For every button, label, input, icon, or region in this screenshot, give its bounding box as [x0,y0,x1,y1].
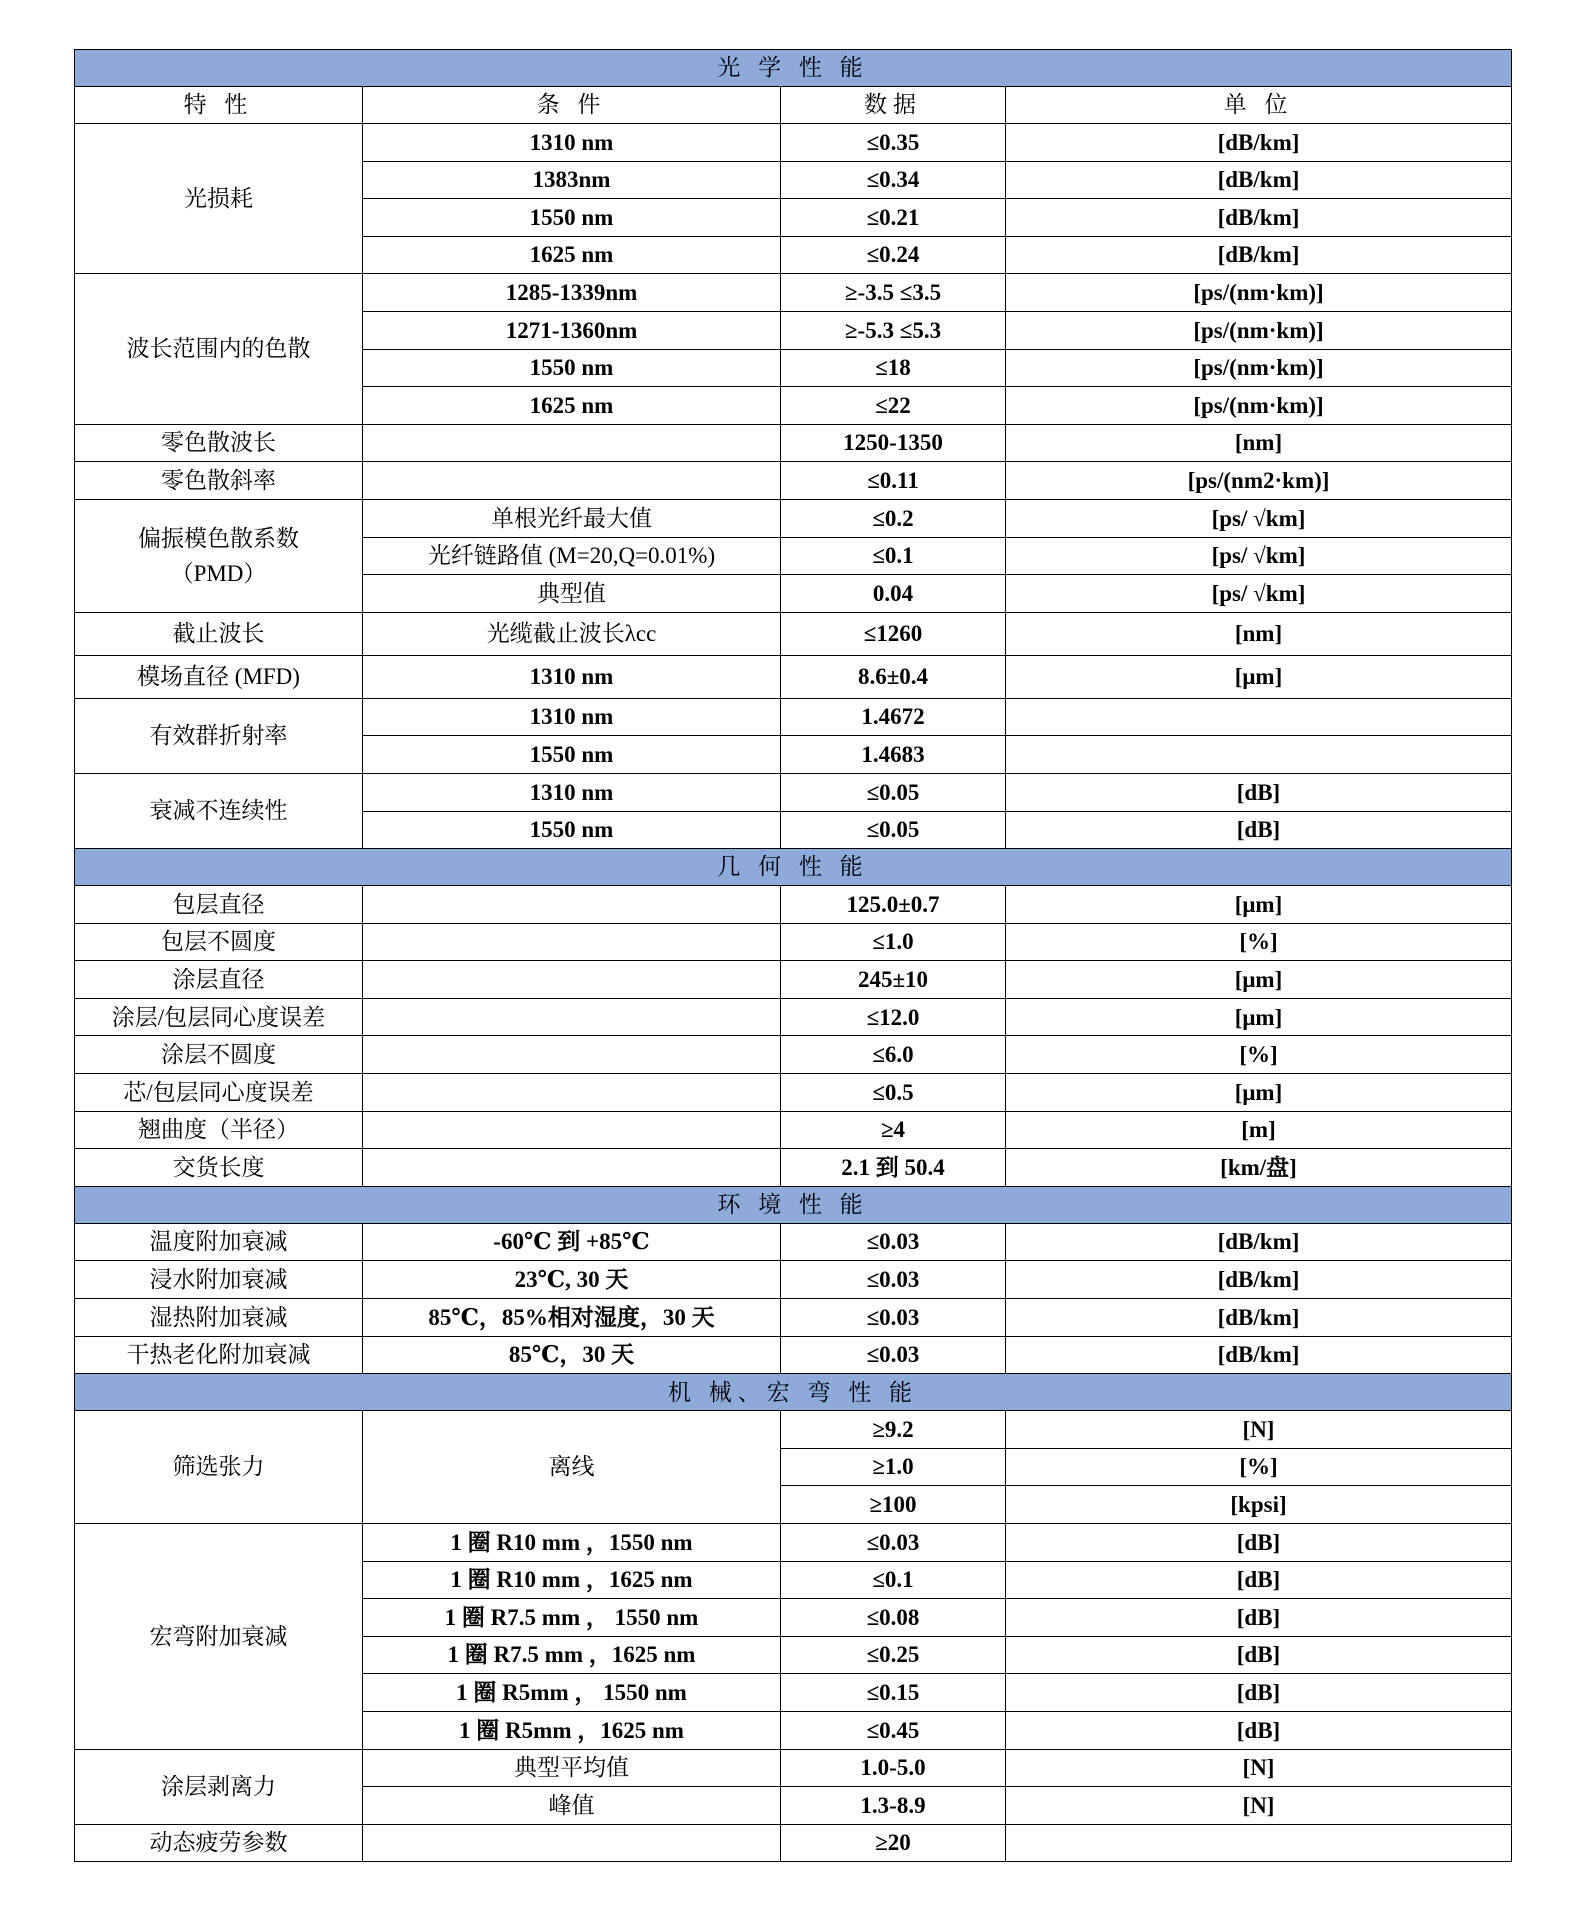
unit-cell: [dB/km] [1006,1299,1512,1337]
value-cell: ≥1.0 [781,1448,1006,1486]
condition-cell: 1310 nm [363,124,781,162]
property-name: 涂层不圆度 [75,1036,363,1074]
unit-cell: [dB/km] [1006,161,1512,199]
property-name: 零色散斜率 [75,462,363,500]
condition-cell: 1 圈 R10 mm ，1550 nm [363,1524,781,1562]
value-cell: ≥20 [781,1824,1006,1862]
value-cell: ≤1.0 [781,923,1006,961]
value-cell: ≤0.34 [781,161,1006,199]
unit-cell: [nm] [1006,612,1512,655]
section-title: 环 境 性 能 [75,1186,1512,1223]
column-header-row [75,87,1512,124]
condition-cell: 1625 nm [363,236,781,274]
condition-cell: 1 圈 R5mm ，1625 nm [363,1711,781,1749]
value-cell: 2.1 到 50.4 [781,1149,1006,1187]
value-cell: ≤0.25 [781,1636,1006,1674]
value-cell: ≥100 [781,1486,1006,1524]
table-row [75,961,1512,999]
unit-cell: [%] [1006,923,1512,961]
condition-cell: 1550 nm [363,349,781,387]
property-name: 包层直径 [75,886,363,924]
property-name: 湿热附加衰减 [75,1299,363,1337]
value-cell: ≥9.2 [781,1411,1006,1449]
value-cell: ≤0.24 [781,236,1006,274]
value-cell: ≤0.21 [781,199,1006,237]
table-row [75,124,1512,162]
property-name: 芯/包层同心度误差 [75,1074,363,1112]
value-cell: ≤0.05 [781,773,1006,811]
unit-cell: [dB/km] [1006,1261,1512,1299]
value-cell: ≤0.03 [781,1223,1006,1261]
condition-cell: 1550 nm [363,736,781,774]
table-row [75,1149,1512,1187]
unit-cell: [dB/km] [1006,1223,1512,1261]
value-cell: 8.6±0.4 [781,655,1006,698]
condition-cell [363,923,781,961]
value-cell: ≤0.03 [781,1336,1006,1374]
condition-cell [363,998,781,1036]
property-name: 波长范围内的色散 [75,274,363,424]
unit-cell: [dB] [1006,1636,1512,1674]
value-cell: 1.4683 [781,736,1006,774]
table-row [75,499,1512,537]
condition-cell: 1625 nm [363,387,781,425]
property-name: 零色散波长 [75,424,363,462]
unit-cell: [μm] [1006,961,1512,999]
table-row [75,923,1512,961]
table-row [75,462,1512,500]
unit-cell: [N] [1006,1411,1512,1449]
unit-cell: [dB] [1006,811,1512,849]
value-cell: ≤0.03 [781,1261,1006,1299]
condition-cell: 85℃，30 天 [363,1336,781,1374]
value-cell: ≤22 [781,387,1006,425]
unit-cell [1006,1824,1512,1862]
unit-cell: [dB] [1006,1561,1512,1599]
property-name: 翘曲度（半径） [75,1111,363,1149]
property-name: 温度附加衰减 [75,1223,363,1261]
unit-cell: [N] [1006,1749,1512,1787]
unit-cell: [km/盘] [1006,1149,1512,1187]
value-cell: 245±10 [781,961,1006,999]
unit-cell: [μm] [1006,1074,1512,1112]
property-name: 包层不圆度 [75,923,363,961]
table-row [75,1749,1512,1787]
value-cell: ≤0.03 [781,1299,1006,1337]
condition-cell: 离线 [363,1411,781,1524]
unit-cell: [dB/km] [1006,1336,1512,1374]
value-cell: ≥-5.3 ≤5.3 [781,311,1006,349]
section-title: 机 械、宏 弯 性 能 [75,1374,1512,1411]
condition-cell [363,1149,781,1187]
section-title: 光 学 性 能 [75,50,1512,87]
unit-cell: [μm] [1006,886,1512,924]
condition-cell: 1 圈 R5mm ， 1550 nm [363,1674,781,1712]
value-cell: ≤0.5 [781,1074,1006,1112]
unit-cell: [dB/km] [1006,124,1512,162]
condition-cell [363,1111,781,1149]
table-row [75,1299,1512,1337]
value-cell: ≤0.35 [781,124,1006,162]
table-row [75,1336,1512,1374]
fiber-spec-table [74,49,1512,1862]
condition-cell: 1 圈 R7.5 mm ， 1550 nm [363,1599,781,1637]
unit-cell: [ps/(nm·km)] [1006,274,1512,312]
value-cell: 125.0±0.7 [781,886,1006,924]
condition-cell: 1285-1339nm [363,274,781,312]
value-cell: ≤0.03 [781,1524,1006,1562]
unit-cell: [N] [1006,1787,1512,1825]
table-row [75,1824,1512,1862]
condition-cell: 1310 nm [363,698,781,736]
condition-cell: 1310 nm [363,655,781,698]
condition-cell [363,424,781,462]
property-name-line: 偏振模色散系数 [138,525,299,551]
value-cell: ≥4 [781,1111,1006,1149]
table-row [75,698,1512,736]
value-cell: ≤0.45 [781,1711,1006,1749]
table-row [75,1223,1512,1261]
unit-cell: [ps/ √km] [1006,575,1512,613]
table-row [75,886,1512,924]
property-name: 筛选张力 [75,1411,363,1524]
column-header-unit: 单 位 [1006,87,1512,124]
property-name: 涂层/包层同心度误差 [75,998,363,1036]
property-name [75,499,363,612]
property-name: 有效群折射率 [75,698,363,773]
value-cell: ≤1260 [781,612,1006,655]
unit-cell [1006,698,1512,736]
condition-cell: 1310 nm [363,773,781,811]
section-header-mechanical [75,1374,1512,1411]
property-name: 截止波长 [75,612,363,655]
section-title: 几 何 性 能 [75,849,1512,886]
condition-cell: 85℃，85%相对湿度，30 天 [363,1299,781,1337]
condition-cell: 1271-1360nm [363,311,781,349]
value-cell: ≤18 [781,349,1006,387]
condition-cell [363,1074,781,1112]
value-cell: ≤0.15 [781,1674,1006,1712]
value-cell: ≤0.11 [781,462,1006,500]
value-cell: 1250-1350 [781,424,1006,462]
unit-cell: [ps/(nm·km)] [1006,387,1512,425]
condition-cell: 典型平均值 [363,1749,781,1787]
section-header-optical [75,50,1512,87]
unit-cell: [ps/(nm·km)] [1006,349,1512,387]
condition-cell: -60℃ 到 +85℃ [363,1223,781,1261]
table-row [75,1261,1512,1299]
section-header-environmental [75,1186,1512,1223]
value-cell: ≤0.1 [781,1561,1006,1599]
unit-cell: [dB] [1006,1599,1512,1637]
table-row [75,998,1512,1036]
condition-cell: 1383nm [363,161,781,199]
value-cell: ≥-3.5 ≤3.5 [781,274,1006,312]
property-name: 浸水附加衰减 [75,1261,363,1299]
condition-cell: 1550 nm [363,811,781,849]
condition-cell: 光纤链路值 (M=20,Q=0.01%) [363,537,781,575]
unit-cell: [dB/km] [1006,199,1512,237]
unit-cell: [dB] [1006,1674,1512,1712]
condition-cell: 光缆截止波长λcc [363,612,781,655]
unit-cell: [dB/km] [1006,236,1512,274]
unit-cell: [%] [1006,1448,1512,1486]
unit-cell: [dB] [1006,1524,1512,1562]
condition-cell [363,961,781,999]
property-name: 干热老化附加衰减 [75,1336,363,1374]
unit-cell: [m] [1006,1111,1512,1149]
unit-cell: [dB] [1006,1711,1512,1749]
value-cell: 1.4672 [781,698,1006,736]
condition-cell: 1550 nm [363,199,781,237]
unit-cell [1006,736,1512,774]
condition-cell: 1 圈 R7.5 mm ，1625 nm [363,1636,781,1674]
section-header-geometric [75,849,1512,886]
table-row [75,1036,1512,1074]
condition-cell [363,1036,781,1074]
value-cell: ≤12.0 [781,998,1006,1036]
condition-cell: 典型值 [363,575,781,613]
table-row [75,274,1512,312]
condition-cell [363,886,781,924]
condition-cell: 23℃, 30 天 [363,1261,781,1299]
table-row [75,424,1512,462]
unit-cell: [ps/ √km] [1006,499,1512,537]
value-cell: ≤0.08 [781,1599,1006,1637]
property-name: 模场直径 (MFD) [75,655,363,698]
property-name: 交货长度 [75,1149,363,1187]
property-name: 宏弯附加衰减 [75,1524,363,1750]
condition-cell: 单根光纤最大值 [363,499,781,537]
table-row [75,655,1512,698]
table-row [75,773,1512,811]
property-name: 动态疲劳参数 [75,1824,363,1862]
unit-cell: [ps/(nm2·km)] [1006,462,1512,500]
value-cell: 0.04 [781,575,1006,613]
value-cell: ≤0.05 [781,811,1006,849]
property-name: 涂层剥离力 [75,1749,363,1824]
unit-cell: [nm] [1006,424,1512,462]
unit-cell: [μm] [1006,998,1512,1036]
unit-cell: [kpsi] [1006,1486,1512,1524]
condition-cell: 峰值 [363,1787,781,1825]
table-row [75,1074,1512,1112]
property-name-line: （PMD） [170,560,267,586]
condition-cell: 1 圈 R10 mm ，1625 nm [363,1561,781,1599]
column-header-property: 特 性 [75,87,363,124]
condition-cell [363,1824,781,1862]
value-cell: ≤6.0 [781,1036,1006,1074]
condition-cell [363,462,781,500]
unit-cell: [ps/(nm·km)] [1006,311,1512,349]
table-row [75,1411,1512,1449]
table-row [75,612,1512,655]
property-name: 光损耗 [75,124,363,274]
property-name: 衰减不连续性 [75,773,363,848]
unit-cell: [ps/ √km] [1006,537,1512,575]
table-row [75,1524,1512,1562]
unit-cell: [μm] [1006,655,1512,698]
table-row [75,1111,1512,1149]
property-name: 涂层直径 [75,961,363,999]
value-cell: ≤0.2 [781,499,1006,537]
column-header-data: 数据 [781,87,1006,124]
value-cell: ≤0.1 [781,537,1006,575]
value-cell: 1.0-5.0 [781,1749,1006,1787]
unit-cell: [%] [1006,1036,1512,1074]
column-header-condition: 条 件 [363,87,781,124]
unit-cell: [dB] [1006,773,1512,811]
value-cell: 1.3-8.9 [781,1787,1006,1825]
